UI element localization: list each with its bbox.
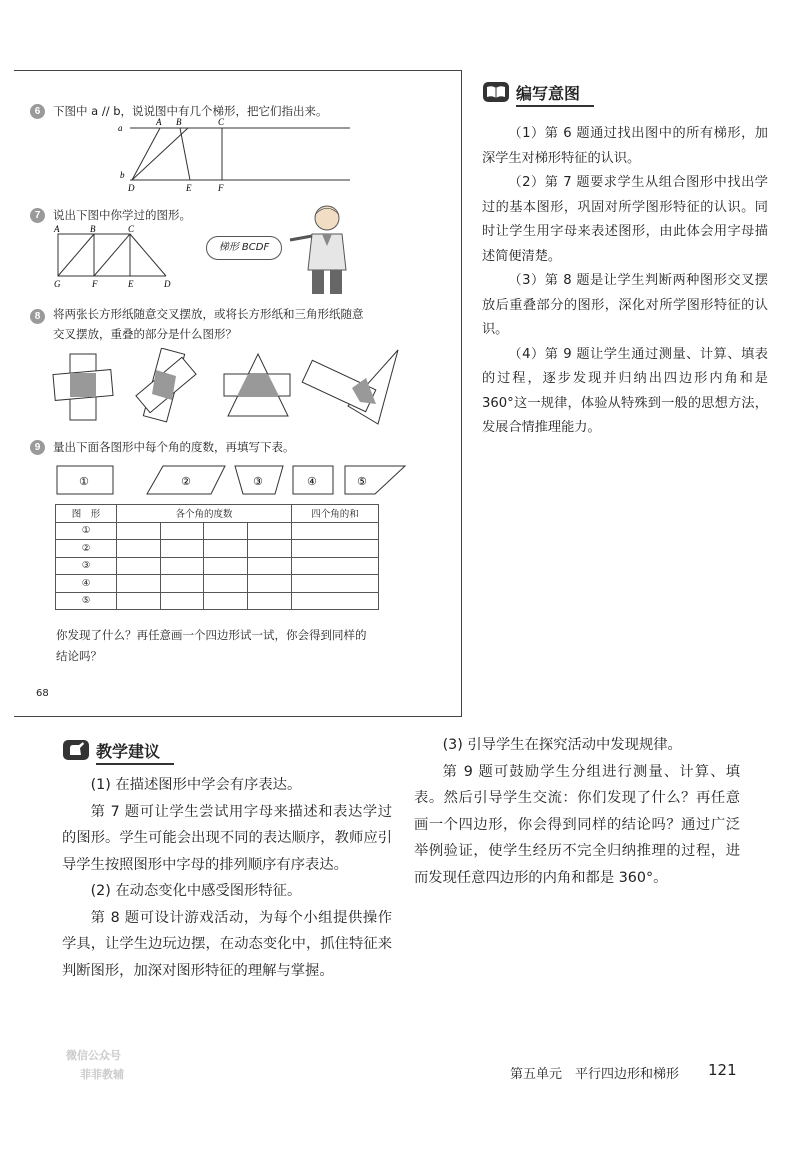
- shape-label: ③: [253, 475, 263, 488]
- table-header: 各个角的度数: [117, 505, 292, 523]
- q7-label: B: [90, 224, 96, 234]
- q7-label: A: [54, 224, 60, 234]
- suggestions-heading: [62, 738, 160, 762]
- suggestion-paragraph: (2) 在动态变化中感受图形特征。: [90, 883, 302, 899]
- question-6-number: 6: [30, 104, 45, 119]
- speech-bubble: 梯形 BCDF: [206, 236, 282, 260]
- hand-icon: [62, 738, 90, 762]
- q6-label: B: [176, 118, 182, 127]
- q7-label: C: [128, 224, 135, 234]
- intent-heading: [482, 80, 580, 104]
- question-7-text: 说出下图中你学过的图形。: [53, 208, 191, 222]
- suggestion-paragraph: 第 9 题可鼓励学生分组进行测量、计算、填表。然后引导学生交流：你们发现了什么？再任意画一个四边形，你会得到同样的结论吗？通过广泛举例验证，使学生经历不完全归纳推理的过程，进而发现任意四边形的内角和都是 360°。: [414, 763, 740, 886]
- question-6-figure: [110, 118, 360, 194]
- footer-page-number: 121: [708, 1061, 737, 1079]
- question-6-text: 下图中 a // b，说说图中有几个梯形，把它们指出来。: [53, 104, 328, 118]
- question-7-number: 7: [30, 208, 45, 223]
- question-8-figures: [48, 348, 428, 428]
- q6-label: A: [156, 118, 162, 127]
- angle-table: [55, 504, 379, 610]
- intent-paragraph: （2）第 7 题要求学生从组合图形中找出学过的基本图形，巩固对所学图形特征的认识。同时让学生用字母来表述图形，由此体会用字母描述简便清楚。: [482, 175, 768, 264]
- footer-unit: 第五单元 平行四边形和梯形: [510, 1067, 680, 1082]
- table-header: 四个角的和: [292, 505, 379, 523]
- q6-label: b: [120, 170, 125, 180]
- suggestion-paragraph: (3) 引导学生在探究活动中发现规律。: [442, 737, 682, 753]
- q7-label: F: [92, 279, 98, 289]
- intent-paragraph: （3）第 8 题是让学生判断两种图形交叉摆放后重叠部分的图形，深化对所学图形特征的认识。: [482, 273, 768, 337]
- table-row: ④: [56, 575, 379, 593]
- suggestions-title: 教学建议: [96, 741, 161, 761]
- question-7-figure: [48, 224, 188, 290]
- intent-text: [482, 122, 768, 441]
- q6-label: F: [218, 183, 224, 193]
- question-9-after-line1: 你发现了什么？再任意画一个四边形试一试，你会得到同样的: [56, 628, 367, 642]
- textbook-page-number: 68: [36, 688, 49, 699]
- q6-label: E: [186, 183, 192, 193]
- intent-title: 编写意图: [516, 83, 581, 103]
- q6-label: a: [118, 123, 123, 133]
- table-row: ②: [56, 540, 379, 558]
- question-9-after-line2: 结论吗？: [56, 649, 102, 663]
- student-figure: [282, 200, 362, 298]
- watermark-line2: 菲菲教辅: [80, 1068, 124, 1081]
- shape-label: ④: [307, 475, 317, 488]
- shape-label: ②: [181, 475, 191, 488]
- suggestion-paragraph: (1) 在描述图形中学会有序表达。: [90, 777, 302, 793]
- suggestions-right-column: [414, 732, 740, 891]
- question-9-text: 量出下面各图形中每个角的度数，再填写下表。: [53, 440, 295, 454]
- question-9-shapes: [55, 462, 415, 500]
- suggestion-paragraph: 第 7 题可让学生尝试用字母来描述和表达学过的图形。学生可能会出现不同的表达顺序，教师应引导学生按照图形中字母的排列顺序有序表达。: [62, 803, 392, 873]
- q7-label: E: [128, 279, 134, 289]
- table-row: ③: [56, 557, 379, 575]
- intent-paragraph: （4）第 9 题让学生通过测量、计算、填表的过程，逐步发现并归纳出四边形内角和是 360°这一规律，体验从特殊到一般的思想方法，发展合情推理能力。: [482, 346, 768, 435]
- question-8-number: 8: [30, 309, 45, 324]
- shape-label: ①: [79, 475, 89, 488]
- watermark-line1: 微信公众号: [66, 1049, 121, 1062]
- intent-paragraph: （1）第 6 题通过找出图中的所有梯形，加深学生对梯形特征的认识。: [482, 126, 768, 166]
- shape-label: ⑤: [357, 475, 367, 488]
- table-row: ①: [56, 522, 379, 540]
- table-row: ⑤: [56, 592, 379, 610]
- book-icon: [482, 80, 510, 104]
- question-8-line1: 将两张长方形纸随意交叉摆放，或将长方形纸和三角形纸随意: [53, 307, 364, 321]
- q6-label: C: [218, 118, 225, 127]
- q7-label: G: [54, 279, 61, 289]
- q7-label: D: [164, 279, 171, 289]
- suggestion-paragraph: 第 8 题可设计游戏活动，为每个小组提供操作学具，让学生边玩边摆，在动态变化中，抓住特征来判断图形，加深对图形特征的理解与掌握。: [62, 909, 392, 979]
- question-9-number: 9: [30, 440, 45, 455]
- q6-label: D: [128, 183, 135, 193]
- table-header: 图 形: [56, 505, 117, 523]
- question-8-line2: 交叉摆放，重叠的部分是什么图形？: [53, 327, 237, 341]
- suggestions-left-column: [62, 772, 392, 984]
